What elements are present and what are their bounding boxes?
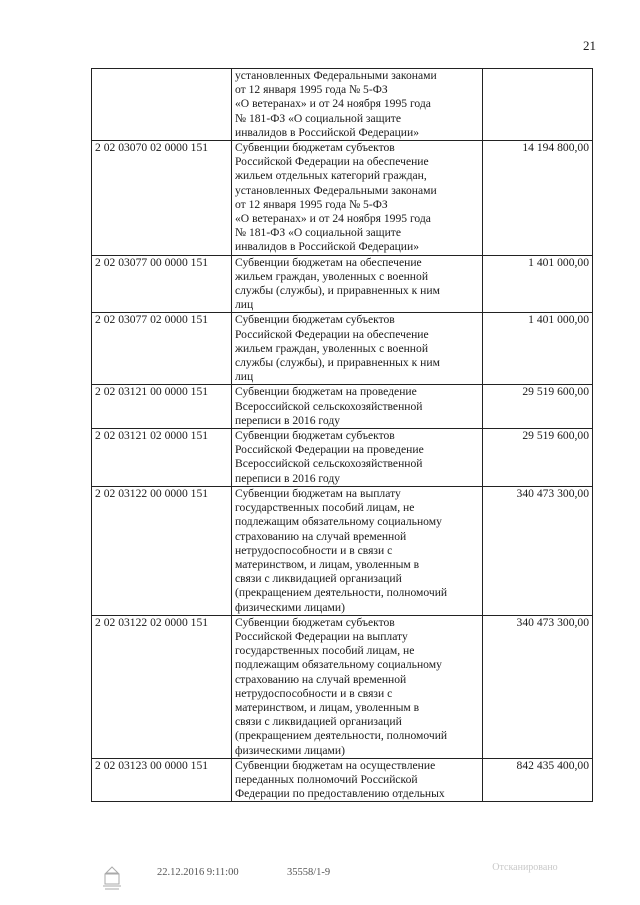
table-row	[92, 758, 593, 802]
description-line: от 12 января 1995 года № 5-ФЗ	[235, 197, 388, 211]
description-line: лиц	[235, 370, 254, 384]
page-number: 21	[583, 38, 596, 53]
description-cell	[232, 255, 483, 313]
budget-table	[91, 68, 593, 802]
description-line: жильем граждан, уволенных с военной	[235, 269, 429, 283]
description-line: подлежащим обязательному социальному	[235, 515, 442, 529]
description-line: материнством, и лицам, уволенным в	[235, 557, 420, 571]
amount-cell: 340 473 300,00	[483, 486, 593, 615]
budget-code-cell: 2 02 03077 00 0000 151	[92, 255, 232, 313]
budget-code-cell: 2 02 03121 02 0000 151	[92, 429, 232, 487]
table-row	[92, 385, 593, 429]
description-line: № 181-ФЗ «О социальной защите	[235, 111, 401, 125]
description-line: страхованию на случай временной	[235, 529, 407, 543]
amount-cell	[483, 69, 593, 141]
description-line: переписи в 2016 году	[235, 471, 341, 485]
description-cell	[232, 486, 483, 615]
description-cell	[232, 313, 483, 385]
description-line: установленных Федеральными законами	[235, 183, 437, 197]
description-line: службы (службы), и приравненных к ним	[235, 284, 440, 298]
table-row	[92, 141, 593, 256]
footer-timestamp: 22.12.2016 9:11:00	[157, 867, 239, 878]
description-cell	[232, 758, 483, 802]
table-row	[92, 255, 593, 313]
footer-document-id: 35558/1-9	[287, 867, 331, 878]
description-line: нетрудоспособности и в связи с	[235, 543, 393, 557]
amount-cell: 29 519 600,00	[483, 385, 593, 429]
table-row	[92, 615, 593, 758]
description-line: нетрудоспособности и в связи с	[235, 686, 393, 700]
description-line: Субвенции бюджетам субъектов	[235, 615, 395, 629]
description-line: Субвенции бюджетам на проведение	[235, 385, 417, 399]
description-line: Российской Федерации на выплату	[235, 629, 408, 643]
description-line: Федерации по предоставлению отдельных	[235, 787, 445, 801]
description-line: «О ветеранах» и от 24 ноября 1995 года	[235, 97, 431, 111]
description-line: Субвенции бюджетам субъектов	[235, 141, 395, 155]
budget-code-cell: 2 02 03077 02 0000 151	[92, 313, 232, 385]
budget-code-cell: 2 02 03122 02 0000 151	[92, 615, 232, 758]
description-line: физическими лицами)	[235, 743, 345, 757]
description-cell	[232, 429, 483, 487]
description-line: физическими лицами)	[235, 600, 345, 614]
table-row	[92, 313, 593, 385]
description-line: переписи в 2016 году	[235, 413, 341, 427]
description-line: государственных пособий лицам, не	[235, 644, 415, 658]
stamp-icon	[98, 864, 126, 892]
description-cell	[232, 615, 483, 758]
description-line: Российской Федерации на обеспечение	[235, 155, 429, 169]
page-footer	[0, 864, 640, 894]
description-line: Российской Федерации на проведение	[235, 443, 424, 457]
table-row	[92, 486, 593, 615]
description-line: страхованию на случай временной	[235, 672, 407, 686]
description-line: Всероссийской сельскохозяйственной	[235, 399, 423, 413]
budget-code-cell: 2 02 03070 02 0000 151	[92, 141, 232, 256]
description-cell	[232, 385, 483, 429]
description-line: Субвенции бюджетам субъектов	[235, 429, 395, 443]
description-line: переданных полномочий Российской	[235, 772, 418, 786]
amount-cell: 1 401 000,00	[483, 255, 593, 313]
description-line: № 181-ФЗ «О социальной защите	[235, 226, 401, 240]
description-line: Субвенции бюджетам на осуществление	[235, 758, 436, 772]
description-line: (прекращением деятельности, полномочий	[235, 586, 448, 600]
description-line: жильем граждан, уволенных с военной	[235, 341, 429, 355]
description-line: Всероссийской сельскохозяйственной	[235, 457, 423, 471]
description-line: установленных Федеральными законами	[235, 69, 437, 82]
table-row	[92, 69, 593, 141]
description-line: от 12 января 1995 года № 5-ФЗ	[235, 83, 388, 97]
description-line: Российской Федерации на обеспечение	[235, 327, 429, 341]
amount-cell: 1 401 000,00	[483, 313, 593, 385]
table-row	[92, 429, 593, 487]
budget-code-cell: 2 02 03122 00 0000 151	[92, 486, 232, 615]
footer-watermark: Отсканировано	[492, 862, 558, 873]
description-cell	[232, 69, 483, 141]
description-cell	[232, 141, 483, 256]
amount-cell: 14 194 800,00	[483, 141, 593, 256]
description-line: службы (службы), и приравненных к ним	[235, 356, 440, 370]
amount-cell: 842 435 400,00	[483, 758, 593, 802]
description-line: материнством, и лицам, уволенным в	[235, 700, 420, 714]
description-line: связи с ликвидацией организаций	[235, 715, 402, 729]
description-line: жильем отдельных категорий граждан,	[235, 169, 427, 183]
description-line: государственных пособий лицам, не	[235, 501, 415, 515]
description-line: «О ветеранах» и от 24 ноября 1995 года	[235, 212, 431, 226]
description-line: (прекращением деятельности, полномочий	[235, 729, 448, 743]
description-line: инвалидов в Российской Федерации»	[235, 240, 419, 254]
amount-cell: 29 519 600,00	[483, 429, 593, 487]
amount-cell: 340 473 300,00	[483, 615, 593, 758]
description-line: Субвенции бюджетам на обеспечение	[235, 255, 422, 269]
description-line: инвалидов в Российской Федерации»	[235, 125, 419, 139]
budget-code-cell: 2 02 03121 00 0000 151	[92, 385, 232, 429]
description-line: связи с ликвидацией организаций	[235, 572, 402, 586]
description-line: Субвенции бюджетам на выплату	[235, 486, 401, 500]
description-line: Субвенции бюджетам субъектов	[235, 313, 395, 327]
budget-code-cell	[92, 69, 232, 141]
description-line: подлежащим обязательному социальному	[235, 658, 442, 672]
description-line: лиц	[235, 298, 254, 312]
budget-code-cell: 2 02 03123 00 0000 151	[92, 758, 232, 802]
